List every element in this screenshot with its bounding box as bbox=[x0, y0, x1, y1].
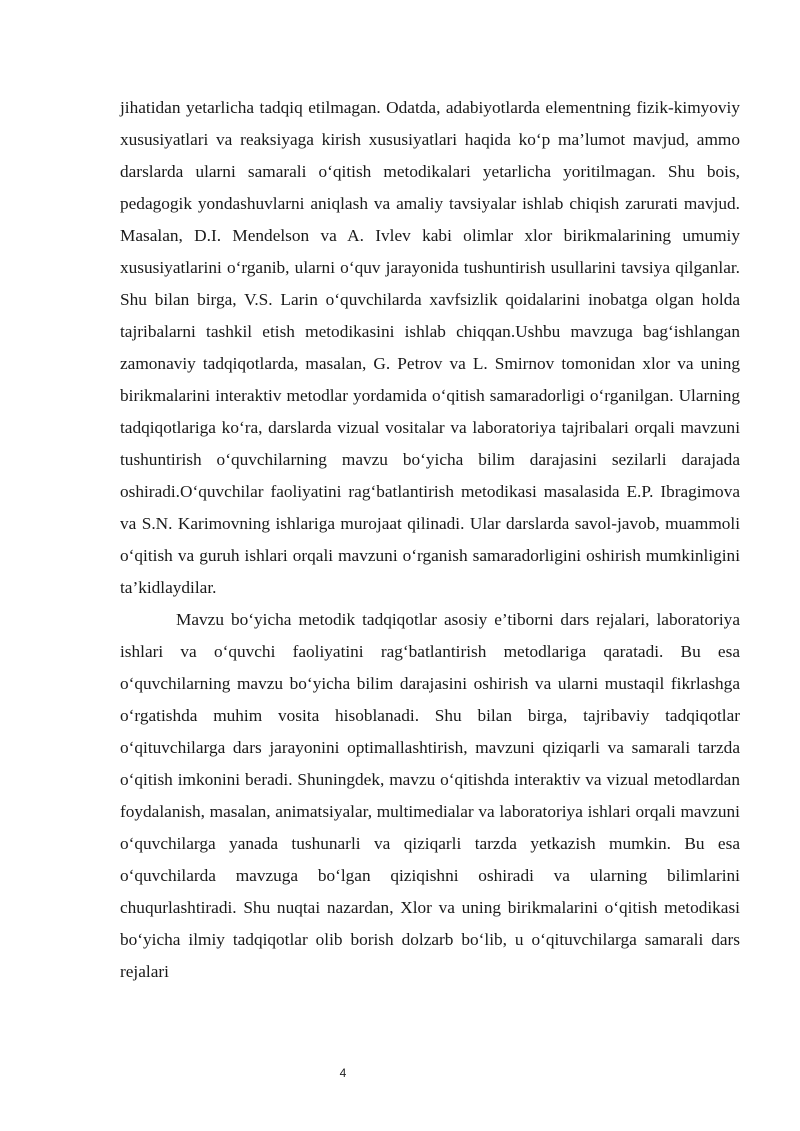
paragraph-methodology: Mavzu bo‘yicha metodik tadqiqotlar asosiy e’tiborni dars rejalari, laboratoriya ishlari va o‘quvchi faoliyatini rag‘batlantirish metodlariga qaratadi. Bu esa o‘quvchilarning mavzu bo‘yicha bilim darajasini oshirish va ularni mustaqil fikrlashga o‘rgatishda muhim vosita hisoblanadi. Shu bilan birga, tajribaviy tadqiqotlar o‘qituvchilarga dars jarayonini optimallashtirish, mavzuni qiziqarli va samarali tarzda o‘qitish imkonini beradi. Shuningdek, mavzu o‘qitishda interaktiv va vizual metodlardan foydalanish, masalan, animatsiyalar, multimedialar va laboratoriya ishlari orqali mavzuni o‘quvchilarga yanada tushunarli va qiziqarli tarzda yetkazish mumkin. Bu esa o‘quvchilarda mavzuga bo‘lgan qiziqishni oshiradi va ularning bilimlarini chuqurlashtiradi. Shu nuqtai nazardan, Xlor va uning birikmalarini o‘qitish metodikasi bo‘yicha ilmiy tadqiqotlar olib borish dolzarb bo‘lib, u o‘qituvchilarga samarali dars rejalari bbox=[120, 610, 740, 981]
page-number: 4 bbox=[339, 1066, 347, 1080]
paragraph-continuation: jihatidan yetarlicha tadqiq etilmagan. Odatda, adabiyotlarda elementning fizik-kimyoviy xususiyatlari va reaksiyaga kirish xususiyatlari haqida ko‘p ma’lumot mavjud, ammo darslarda ularni samarali o‘qitish metodikalari yetarlicha yoritilmagan. Shu bois, pedagogik yondashuvlarni aniqlash va amaliy tavsiyalar ishlab chiqish zarurati mavjud. Masalan, D.I. Mendelson va A. Ivlev kabi olimlar xlor birikmalarining umumiy xususiyatlarini o‘rganib, ularni o‘quv jarayonida tushuntirish usullarini tavsiya qilganlar. Shu bilan birga, V.S. Larin o‘quvchilarda xavfsizlik qoidalarini inobatga olgan holda tajribalarni tashkil etish metodikasini ishlab chiqqan.Ushbu mavzuga bag‘ishlangan zamonaviy tadqiqotlarda, masalan, G. Petrov va L. Smirnov tomonidan xlor va uning birikmalarini interaktiv metodlar yordamida o‘qitish samaradorligi o‘rganilgan. Ularning tadqiqotlariga ko‘ra, darslarda vizual vositalar va laboratoriya tajribalari orqali mavzuni tushuntirish o‘quvchilarning mavzu bo‘yicha bilim darajasini sezilarli darajada oshiradi.O‘quvchilar faoliyatini rag‘batlantirish metodikasi masalasida E.P. Ibragimova va S.N. Karimovning ishlariga murojaat qilinadi. Ular darslarda savol-javob, muammoli o‘qitish va guruh ishlari orqali mavzuni o‘rganish samaradorligini oshirish mumkinligini ta’kidlaydilar. bbox=[120, 98, 740, 597]
document-body bbox=[120, 92, 740, 988]
